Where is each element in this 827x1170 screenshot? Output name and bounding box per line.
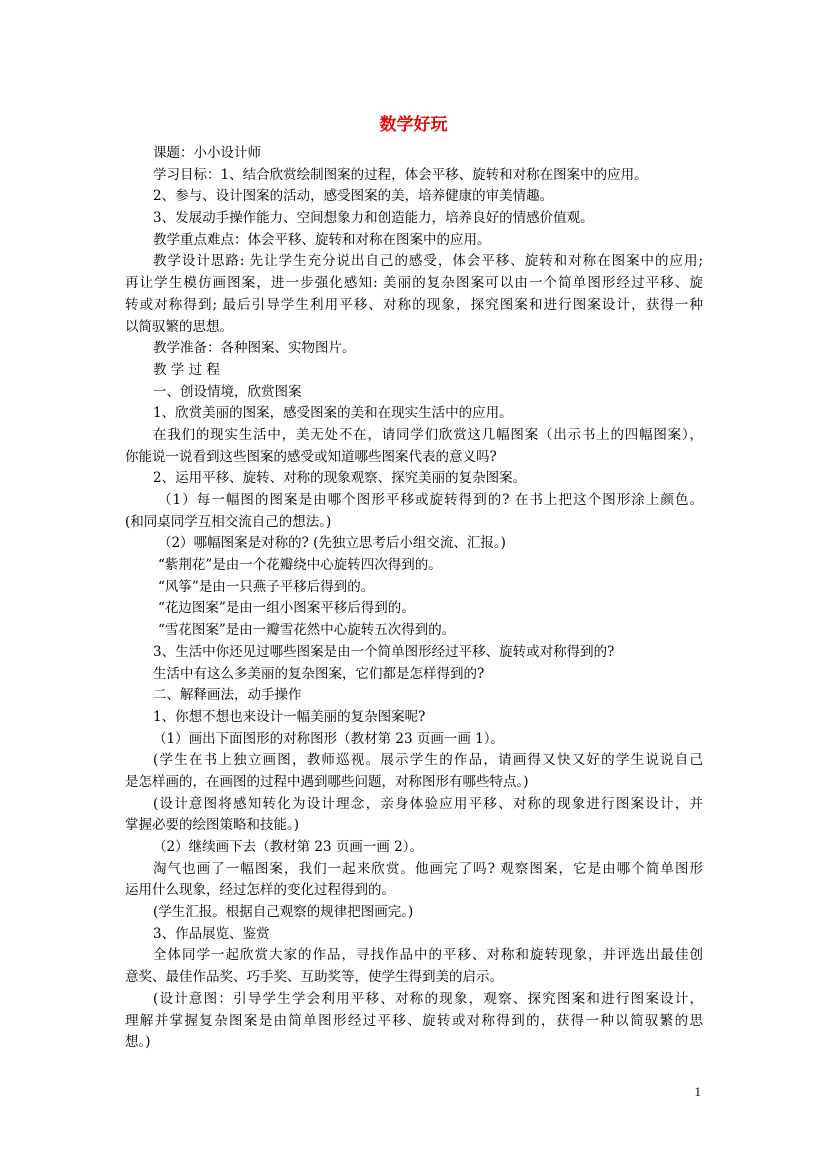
text-line: 以简驭繁的思想。 [125, 318, 233, 335]
text-line: 3、作品展览、鉴赏 [153, 925, 270, 942]
text-line: (学生在书上独立画图，教师巡视。展示学生的作品，请画得又快又好的学生说说自己 [153, 752, 703, 769]
text-line: 教学准备：各种图案、实物图片。 [153, 340, 356, 357]
text-line: 意奖、最佳作品奖、巧手奖、互助奖等，使学生得到美的启示。 [125, 969, 503, 986]
document-body [125, 143, 703, 1054]
document-title: 数学好玩 [379, 115, 448, 135]
text-line: 淘气也画了一幅图案，我们一起来欣赏。他画完了吗? 观察图案，它是由哪个简单图形 [153, 860, 703, 877]
text-line: 2、参与、设计图案的活动，感受图案的美，培养健康的审美情趣。 [153, 188, 554, 205]
page-number: 1 [694, 1084, 701, 1099]
text-line: 想。) [125, 1034, 151, 1051]
text-line: 生活中有这么多美丽的复杂图案，它们都是怎样得到的? [153, 665, 485, 682]
text-line: （2）哪幅图案是对称的? (先独立思考后小组交流、汇报。) [158, 535, 506, 552]
text-line: “风筝”是由一只燕子平移后得到的。 [158, 578, 375, 595]
text-line: 学习目标：1、结合欣赏绘制图案的过程，体会平移、旋转和对称在图案中的应用。 [153, 166, 648, 183]
text-line: 转或对称得到; 最后引导学生利用平移、对称的现象，探究图案和进行图案设计，获得一种 [125, 296, 703, 313]
text-line: “雪花图案”是由一瓣雪花然中心旋转五次得到的。 [158, 622, 456, 639]
text-line: (设计意图将感知转化为设计理念，亲身体验应用平移、对称的现象进行图案设计，并 [153, 795, 703, 812]
text-line: 3、生活中你还见过哪些图案是由一个简单图形经过平移、旋转或对称得到的? [153, 643, 615, 660]
text-line: 一、创设情境，欣赏图案 [153, 383, 302, 400]
text-line: 是怎样画的，在画图的过程中遇到哪些问题，对称图形有哪些特点。) [125, 773, 529, 790]
text-line: （1）每一幅图的图案是由哪个图形平移或旋转得到的? 在书上把这个图形涂上颜色。 [158, 492, 703, 508]
text-line: 运用什么现象，经过怎样的变化过程得到的。 [125, 882, 395, 899]
text-line: (设计意图：引导学生学会利用平移、对称的现象，观察、探究图案和进行图案设计， [153, 990, 703, 1007]
text-line: 1、欣赏美丽的图案，感受图案的美和在现实生活中的应用。 [153, 405, 513, 422]
text-line: 理解并掌握复杂图案是由简单图形经过平移、旋转或对称得到的，获得一种以简驭繁的思 [125, 1012, 703, 1029]
text-line: 再让学生模仿画图案，进一步强化感知: 美丽的复杂图案可以由一个简单图形经过平移、旋 [125, 275, 703, 292]
text-line: 掌握必要的绘图策略和技能。) [125, 817, 300, 834]
text-line: 你能说一说看到这些图案的感受或知道哪些图案代表的意义吗? [125, 448, 497, 465]
text-line: （2）继续画下去（教材第 23 页画一画 2）。 [153, 839, 423, 855]
text-line: 2、运用平移、旋转、对称的现象观察、探究美丽的复杂图案。 [153, 470, 527, 487]
text-line: (学生汇报。根据自己观察的规律把图画完。) [153, 904, 414, 921]
text-line: “花边图案”是由一组小图案平移后得到的。 [158, 600, 415, 617]
text-line: 课题：小小设计师 [153, 145, 261, 161]
text-line: 教学设计思路: 先让学生充分说出自己的感受，体会平移、旋转和对称在图案中的应用; [153, 253, 703, 270]
text-line: 在我们的现实生活中，美无处不在，请同学们欣赏这几幅图案（出示书上的四幅图案）， [153, 426, 703, 443]
text-line: （1）画出下面图形的对称图形（教材第 23 页画一画 1）。 [153, 730, 504, 747]
text-line: “紫荆花”是由一个花瓣绕中心旋转四次得到的。 [158, 557, 442, 574]
text-line: 全体同学一起欣赏大家的作品，寻找作品中的平移、对称和旋转现象，并评选出最佳创 [153, 947, 703, 964]
text-line: 3、发展动手操作能力、空间想象力和创造能力，培养良好的情感价值观。 [153, 210, 594, 227]
text-line: 教 学 过 程 [153, 361, 220, 378]
text-line: 二、解释画法，动手操作 [153, 687, 302, 704]
text-line: 教学重点难点：体会平移、旋转和对称在图案中的应用。 [153, 231, 491, 248]
text-line: (和同桌同学互相交流自己的想法。) [125, 513, 332, 530]
text-line: 1、你想不想也来设计一幅美丽的复杂图案呢? [153, 708, 426, 725]
